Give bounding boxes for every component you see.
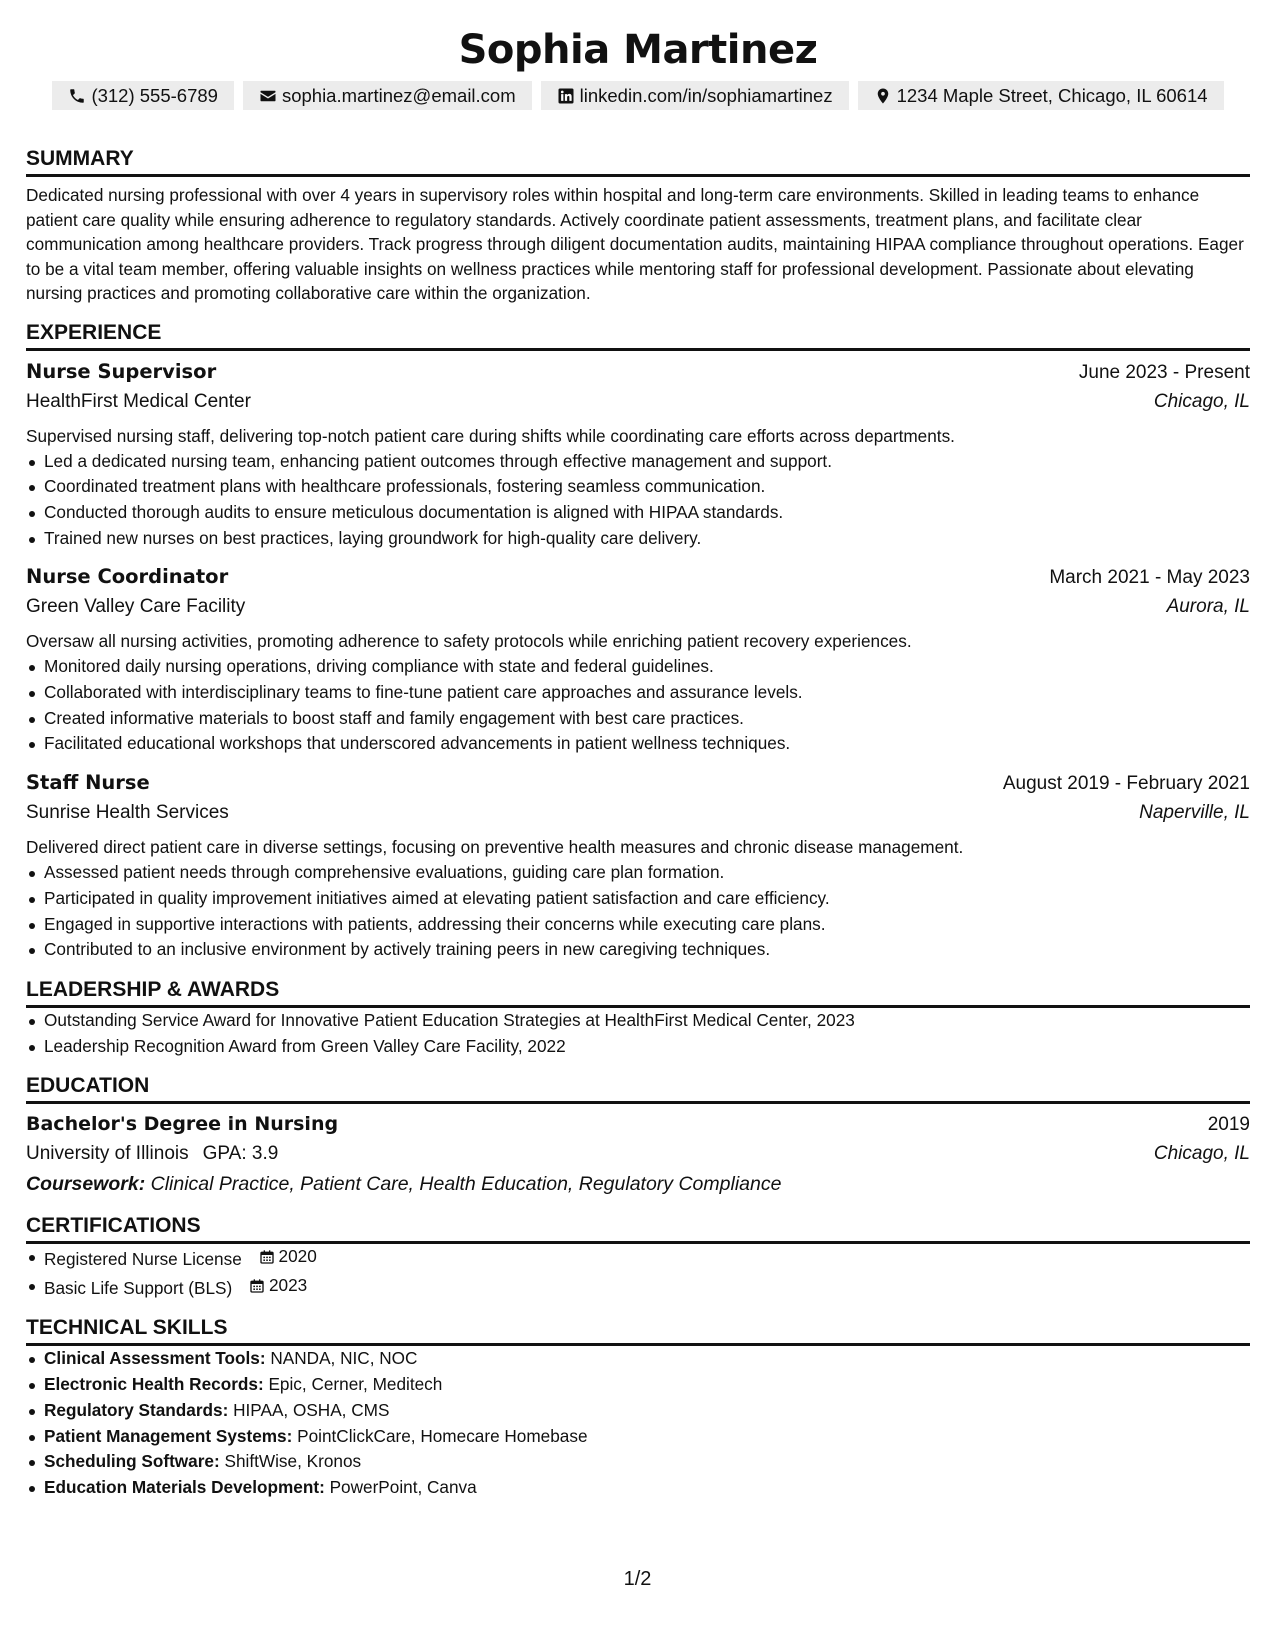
cert-name: Registered Nurse License bbox=[44, 1249, 242, 1270]
cert-name: Basic Life Support (BLS) bbox=[44, 1277, 233, 1298]
candidate-name: Sophia Martinez bbox=[458, 27, 818, 73]
skill-label: Patient Management Systems: bbox=[44, 1425, 293, 1446]
list-item: Conducted thorough audits to ensure meticulous documentation is aligned with HIPAA standards. bbox=[44, 500, 1250, 526]
coursework-label: Coursework: bbox=[26, 1173, 146, 1196]
job-location: Aurora, IL bbox=[1166, 596, 1250, 618]
job-title: Nurse Supervisor bbox=[26, 359, 217, 383]
company-name: Green Valley Care Facility bbox=[26, 596, 246, 618]
list-item: Monitored daily nursing operations, driving compliance with state and federal guidelines. bbox=[44, 654, 1250, 680]
list-item bbox=[44, 1398, 1250, 1424]
email-contact[interactable] bbox=[243, 81, 532, 110]
list-item: Assessed patient needs through comprehensive evaluations, guiding care plan formation. bbox=[44, 860, 1250, 886]
skill-label: Education Materials Development: bbox=[44, 1476, 325, 1497]
list-item: Contributed to an inclusive environment by actively training peers in new caregiving techniques. bbox=[44, 937, 1250, 963]
skill-value: PointClickCare, Homecare Homebase bbox=[297, 1425, 588, 1446]
address-contact bbox=[858, 81, 1224, 110]
list-item bbox=[44, 1244, 1250, 1273]
summary-heading: SUMMARY bbox=[26, 146, 1250, 177]
education-entry bbox=[26, 1110, 1250, 1199]
address-text: 1234 Maple Street, Chicago, IL 60614 bbox=[896, 85, 1208, 106]
list-item: Facilitated educational workshops that underscored advancements in patient wellness techniques. bbox=[44, 731, 1250, 757]
cert-year: 2020 bbox=[278, 1246, 317, 1267]
cert-date bbox=[249, 1273, 307, 1299]
certifications-heading: CERTIFICATIONS bbox=[26, 1213, 1250, 1244]
gpa: GPA: 3.9 bbox=[202, 1143, 279, 1165]
skill-value: ShiftWise, Kronos bbox=[224, 1451, 362, 1472]
job-entry bbox=[26, 769, 1250, 963]
degree-name: Bachelor's Degree in Nursing bbox=[26, 1113, 339, 1136]
list-item bbox=[44, 1475, 1250, 1501]
job-bullets bbox=[26, 449, 1250, 552]
list-item bbox=[44, 1346, 1250, 1372]
skill-label: Electronic Health Records: bbox=[44, 1374, 264, 1395]
skill-label: Scheduling Software: bbox=[44, 1451, 220, 1472]
education-heading: EDUCATION bbox=[26, 1073, 1250, 1104]
calendar-icon bbox=[259, 1249, 275, 1265]
list-item: Collaborated with interdisciplinary teams to fine-tune patient care approaches and assurance levels. bbox=[44, 680, 1250, 706]
job-bullets bbox=[26, 860, 1250, 963]
job-location: Chicago, IL bbox=[1153, 390, 1250, 412]
summary-text: Dedicated nursing professional with over 4 years in supervisory roles within hospital and long-term care environments. Skilled in leading teams to enhance patient care quality while ensuring adherence to regulatory standards. Actively coordinate patient assessments, treatment plans, and facilitate clear communication among healthcare providers. Track progress through diligent documentation audits, maintaining HIPAA compliance throughout operations. Eager to be a vital team member, offering valuable insights on wellness practices while mentoring staff for professional development. Passionate about elevating nursing practices and promoting collaborative care within the organization. bbox=[26, 185, 1244, 303]
school-name: University of Illinois bbox=[26, 1143, 189, 1165]
email-text: sophia.martinez@email.com bbox=[281, 85, 516, 106]
job-bullets bbox=[26, 654, 1250, 757]
cert-date bbox=[259, 1244, 317, 1270]
skill-value: NANDA, NIC, NOC bbox=[270, 1348, 418, 1369]
list-item bbox=[44, 1424, 1250, 1450]
list-item: Engaged in supportive interactions with patients, addressing their concerns while executing care plans. bbox=[44, 912, 1250, 938]
skill-value: PowerPoint, Canva bbox=[329, 1476, 477, 1497]
job-description: Supervised nursing staff, delivering top-notch patient care during shifts while coordinating care efforts across departments. bbox=[26, 425, 955, 446]
job-description: Delivered direct patient care in diverse settings, focusing on preventive health measures and chronic disease management. bbox=[26, 837, 964, 858]
list-item: Participated in quality improvement initiatives aimed at elevating patient satisfaction and care efficiency. bbox=[44, 886, 1250, 912]
skill-value: HIPAA, OSHA, CMS bbox=[233, 1399, 390, 1420]
school-location: Chicago, IL bbox=[1153, 1143, 1250, 1165]
job-dates: June 2023 - Present bbox=[1078, 361, 1250, 383]
skill-label: Regulatory Standards: bbox=[44, 1399, 229, 1420]
cert-year: 2023 bbox=[268, 1274, 308, 1295]
skill-label: Clinical Assessment Tools: bbox=[44, 1348, 266, 1369]
envelope-icon bbox=[259, 87, 277, 105]
job-description: Oversaw all nursing activities, promoting adherence to safety protocols while enriching patient recovery experiences. bbox=[26, 631, 912, 652]
job-entry bbox=[26, 358, 1250, 552]
list-item: Created informative materials to boost staff and family engagement with best care practices. bbox=[44, 706, 1250, 732]
graduation-year: 2019 bbox=[1207, 1114, 1250, 1136]
list-item: Leadership Recognition Award from Green Valley Care Facility, 2022 bbox=[44, 1034, 1250, 1060]
job-dates: March 2021 - May 2023 bbox=[1049, 567, 1250, 589]
coursework-list: Clinical Practice, Patient Care, Health Education, Regulatory Compliance bbox=[150, 1173, 782, 1196]
coursework bbox=[26, 1169, 1250, 1199]
contact-bar bbox=[26, 81, 1250, 110]
certifications-list bbox=[26, 1244, 1250, 1301]
list-item bbox=[44, 1273, 1250, 1302]
list-item: Coordinated treatment plans with healthcare professionals, fostering seamless communication. bbox=[44, 474, 1250, 500]
awards-heading: LEADERSHIP & AWARDS bbox=[26, 977, 1250, 1008]
job-location: Naperville, IL bbox=[1139, 802, 1250, 824]
school-line bbox=[26, 1139, 278, 1169]
skills-heading: TECHNICAL SKILLS bbox=[26, 1315, 1250, 1346]
phone-text: (312) 555-6789 bbox=[91, 85, 218, 106]
job-title: Staff Nurse bbox=[26, 771, 150, 795]
map-pin-icon bbox=[874, 87, 892, 105]
linkedin-text: linkedin.com/in/sophiamartinez bbox=[579, 85, 833, 106]
company-name: HealthFirst Medical Center bbox=[26, 390, 251, 412]
phone-contact[interactable] bbox=[52, 81, 234, 110]
list-item bbox=[44, 1372, 1250, 1398]
experience-heading: EXPERIENCE bbox=[26, 320, 1250, 351]
company-name: Sunrise Health Services bbox=[26, 802, 229, 824]
phone-icon bbox=[68, 87, 86, 105]
resume-page bbox=[26, 0, 1250, 1501]
job-dates: August 2019 - February 2021 bbox=[1002, 773, 1250, 795]
job-entry bbox=[26, 563, 1250, 757]
list-item: Led a dedicated nursing team, enhancing patient outcomes through effective management and support. bbox=[44, 449, 1250, 475]
page-number: 1/2 bbox=[623, 1568, 652, 1590]
linkedin-icon bbox=[557, 87, 575, 105]
skill-value: Epic, Cerner, Meditech bbox=[268, 1374, 443, 1395]
list-item: Outstanding Service Award for Innovative Patient Education Strategies at HealthFirst Medical Center, 2023 bbox=[44, 1008, 1250, 1034]
job-title: Nurse Coordinator bbox=[26, 565, 229, 589]
awards-list bbox=[26, 1008, 1250, 1059]
calendar-icon bbox=[249, 1278, 265, 1294]
list-item bbox=[44, 1449, 1250, 1475]
skills-list bbox=[26, 1346, 1250, 1500]
linkedin-contact[interactable] bbox=[541, 81, 849, 110]
list-item: Trained new nurses on best practices, laying groundwork for high-quality care delivery. bbox=[44, 526, 1250, 552]
